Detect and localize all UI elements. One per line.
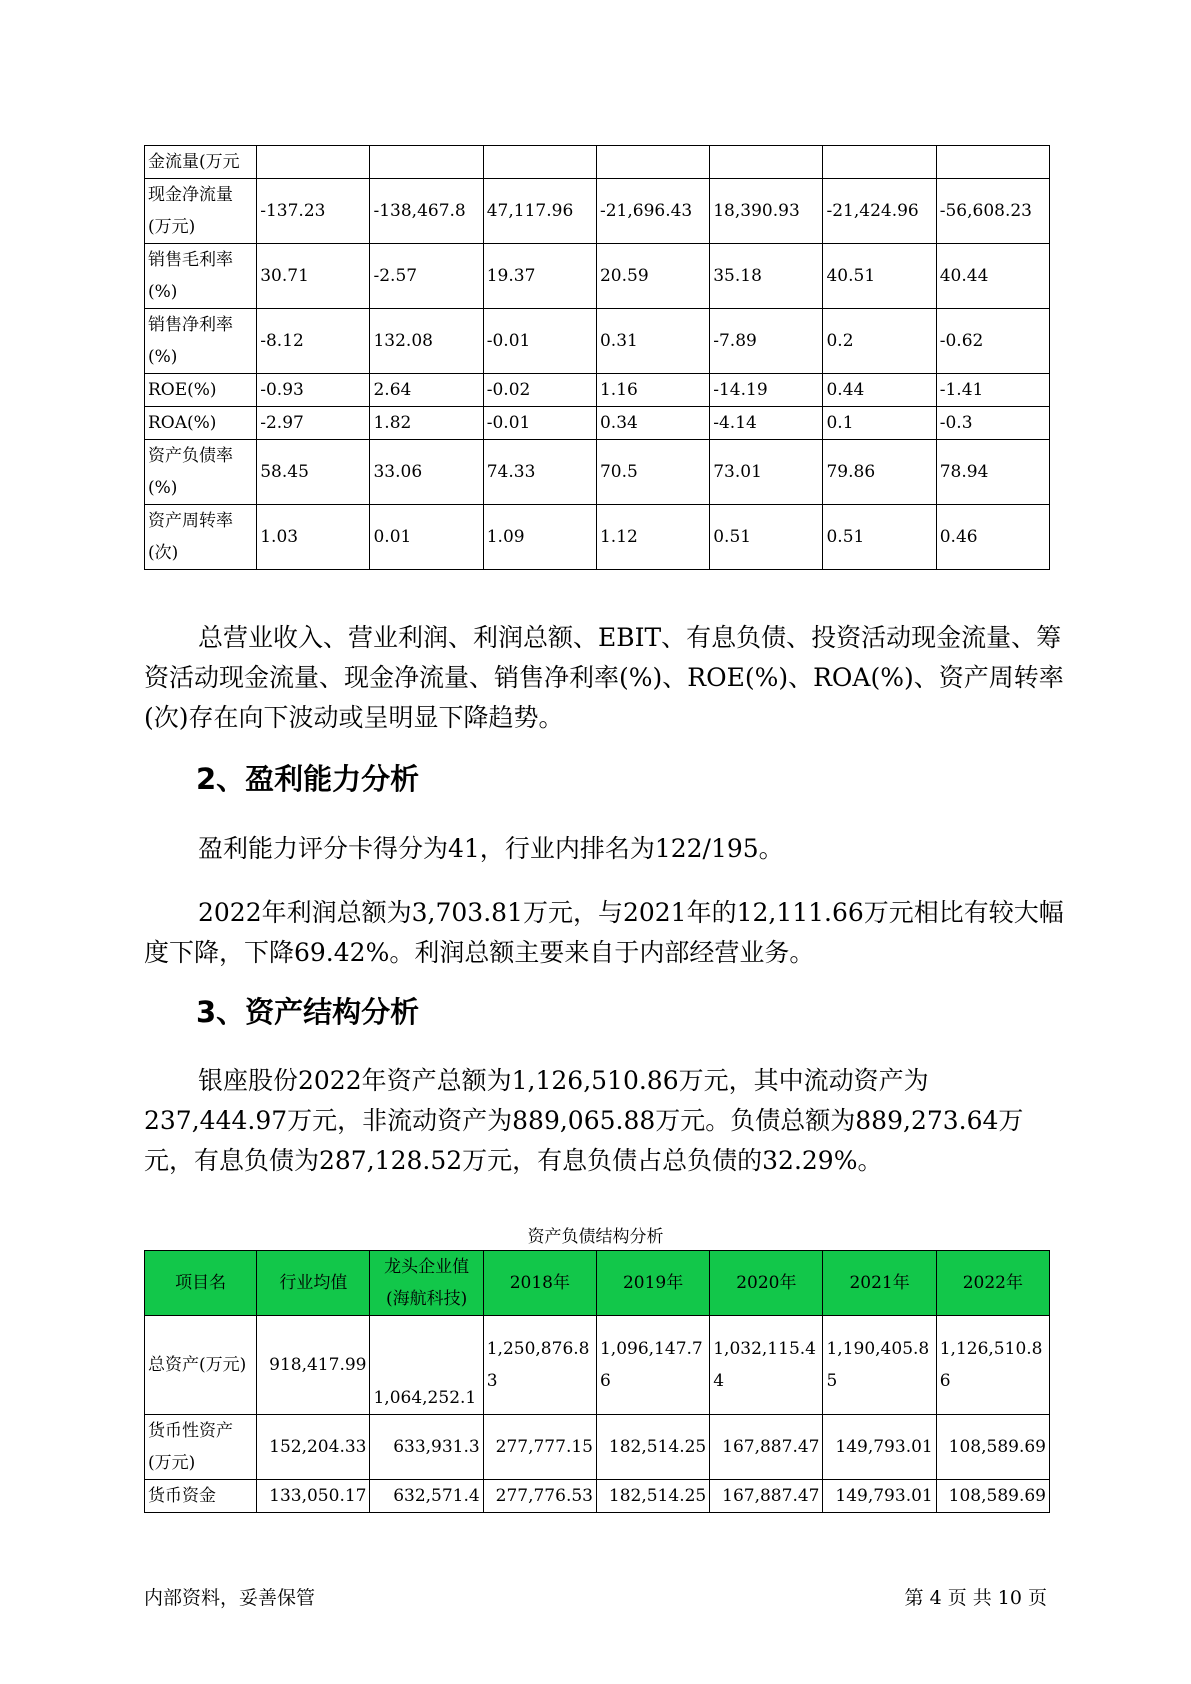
table-row <box>145 244 1050 309</box>
table-cell: 182,514.25 <box>596 1415 709 1480</box>
table-cell: 73.01 <box>710 440 823 505</box>
column-header: 2022年 <box>936 1251 1049 1316</box>
table-row <box>145 179 1050 244</box>
table-row <box>145 505 1050 570</box>
table-cell: 18,390.93 <box>710 179 823 244</box>
table-cell: -21,696.43 <box>596 179 709 244</box>
profit-total-paragraph: 2022年利润总额为3,703.81万元，与2021年的12,111.66万元相比有较大幅度下降，下降69.42%。利润总额主要来自于内部经营业务。 <box>144 898 1064 967</box>
row-label: 销售净利率(%) <box>145 309 257 374</box>
table-cell: 40.51 <box>823 244 936 309</box>
table-cell: 132.08 <box>370 309 483 374</box>
table-cell: -14.19 <box>710 374 823 407</box>
table-cell: -0.3 <box>936 407 1049 440</box>
table-cell: -0.01 <box>483 309 596 374</box>
table-cell <box>596 146 709 179</box>
table-row <box>145 407 1050 440</box>
column-header: 行业均值 <box>257 1251 370 1316</box>
table-cell: -0.02 <box>483 374 596 407</box>
footer-page-number: 第 4 页 共 10 页 <box>904 1587 1047 1609</box>
table-cell: 108,589.69 <box>936 1480 1049 1513</box>
column-header: 2018年 <box>483 1251 596 1316</box>
table-cell: 149,793.01 <box>823 1480 936 1513</box>
row-label: 资产负债率(%) <box>145 440 257 505</box>
table-cell: 0.51 <box>710 505 823 570</box>
table-cell: 0.34 <box>596 407 709 440</box>
table-cell: 79.86 <box>823 440 936 505</box>
table-cell: 0.1 <box>823 407 936 440</box>
table-cell: 47,117.96 <box>483 179 596 244</box>
table-cell: -2.97 <box>257 407 370 440</box>
table-cell: 0.31 <box>596 309 709 374</box>
table-cell: -56,608.23 <box>936 179 1049 244</box>
table-cell: 2.64 <box>370 374 483 407</box>
table-row <box>145 1480 1050 1513</box>
table-cell: 74.33 <box>483 440 596 505</box>
row-label: ROE(%) <box>145 374 257 407</box>
table-row <box>145 309 1050 374</box>
table-cell: 152,204.33 <box>257 1415 370 1480</box>
table-cell: 108,589.69 <box>936 1415 1049 1480</box>
table-cell: 0.46 <box>936 505 1049 570</box>
table-cell: 182,514.25 <box>596 1480 709 1513</box>
table-cell: 1,250,876.83 <box>483 1316 596 1415</box>
financial-metrics-table <box>144 145 1050 570</box>
section-heading-profitability: 2、盈利能力分析 <box>196 762 420 796</box>
table-cell: 1.03 <box>257 505 370 570</box>
table-cell: 35.18 <box>710 244 823 309</box>
table-cell: -0.62 <box>936 309 1049 374</box>
table-cell: 1,126,510.86 <box>936 1316 1049 1415</box>
table-cell: 633,931.3 <box>370 1415 483 1480</box>
footer-confidential-note: 内部资料，妥善保管 <box>144 1587 316 1609</box>
column-header: 龙头企业值(海航科技) <box>370 1251 483 1316</box>
table-cell: 70.5 <box>596 440 709 505</box>
table-cell: 40.44 <box>936 244 1049 309</box>
row-label: 销售毛利率(%) <box>145 244 257 309</box>
table-cell: 0.2 <box>823 309 936 374</box>
table-cell: -4.14 <box>710 407 823 440</box>
table-cell: -21,424.96 <box>823 179 936 244</box>
table-caption: 资产负债结构分析 <box>527 1227 664 1247</box>
table-cell: 20.59 <box>596 244 709 309</box>
table-row <box>145 440 1050 505</box>
table-cell: 918,417.99 <box>257 1316 370 1415</box>
column-header: 2021年 <box>823 1251 936 1316</box>
table-cell: -137.23 <box>257 179 370 244</box>
table-cell: 33.06 <box>370 440 483 505</box>
table-row <box>145 1316 1050 1415</box>
table-cell: -8.12 <box>257 309 370 374</box>
profitability-score-paragraph: 盈利能力评分卡得分为41，行业内排名为122/195。 <box>198 834 784 863</box>
row-label: 货币资金 <box>145 1480 257 1513</box>
table-cell: -0.93 <box>257 374 370 407</box>
table-cell <box>710 146 823 179</box>
asset-structure-paragraph: 银座股份2022年资产总额为1,126,510.86万元，其中流动资产为237,444.97万元，非流动资产为889,065.88万元。负债总额为889,273.64万元，有息负债为287,128.52万元，有息负债占总负债的32.29%。 <box>144 1066 1024 1175</box>
table-cell: 30.71 <box>257 244 370 309</box>
row-label: ROA(%) <box>145 407 257 440</box>
table-cell: 277,777.15 <box>483 1415 596 1480</box>
column-header: 项目名 <box>145 1251 257 1316</box>
table-cell: 78.94 <box>936 440 1049 505</box>
table-cell: 1,096,147.76 <box>596 1316 709 1415</box>
table-cell: 167,887.47 <box>710 1415 823 1480</box>
table-cell: 1,064,252.1 <box>370 1316 483 1415</box>
row-label: 现金净流量(万元) <box>145 179 257 244</box>
row-label: 金流量(万元 <box>145 146 257 179</box>
table-cell: 632,571.4 <box>370 1480 483 1513</box>
table-cell: 167,887.47 <box>710 1480 823 1513</box>
table-cell: 1.82 <box>370 407 483 440</box>
table-cell: -7.89 <box>710 309 823 374</box>
row-label: 总资产(万元) <box>145 1316 257 1415</box>
section-heading-asset-structure: 3、资产结构分析 <box>196 995 420 1029</box>
table-cell: 277,776.53 <box>483 1480 596 1513</box>
asset-liability-table <box>144 1250 1050 1513</box>
table-cell <box>936 146 1049 179</box>
column-header: 2020年 <box>710 1251 823 1316</box>
table-cell <box>483 146 596 179</box>
table-cell <box>370 146 483 179</box>
table-cell: -1.41 <box>936 374 1049 407</box>
row-label: 货币性资产(万元) <box>145 1415 257 1480</box>
table-cell: 133,050.17 <box>257 1480 370 1513</box>
table-cell: 1.16 <box>596 374 709 407</box>
table-row <box>145 1415 1050 1480</box>
table-cell: 0.44 <box>823 374 936 407</box>
trend-paragraph: 总营业收入、营业利润、利润总额、EBIT、有息负债、投资活动现金流量、筹资活动现金流量、现金净流量、销售净利率(%)、ROE(%)、ROA(%)、资产周转率(次)存在向下波动或呈明显下降趋势。 <box>144 623 1064 732</box>
table-cell: 1.12 <box>596 505 709 570</box>
table-cell <box>823 146 936 179</box>
table-cell: 19.37 <box>483 244 596 309</box>
table-cell: 58.45 <box>257 440 370 505</box>
table-row <box>145 146 1050 179</box>
table-cell: -2.57 <box>370 244 483 309</box>
table-cell: 1.09 <box>483 505 596 570</box>
table-cell <box>257 146 370 179</box>
table-cell: 0.01 <box>370 505 483 570</box>
table-header-row <box>145 1251 1050 1316</box>
table-row <box>145 374 1050 407</box>
row-label: 资产周转率(次) <box>145 505 257 570</box>
table-cell: 1,032,115.44 <box>710 1316 823 1415</box>
table-cell: 1,190,405.85 <box>823 1316 936 1415</box>
table-cell: -0.01 <box>483 407 596 440</box>
table-cell: 149,793.01 <box>823 1415 936 1480</box>
table-cell: 0.51 <box>823 505 936 570</box>
column-header: 2019年 <box>596 1251 709 1316</box>
table-cell: -138,467.8 <box>370 179 483 244</box>
